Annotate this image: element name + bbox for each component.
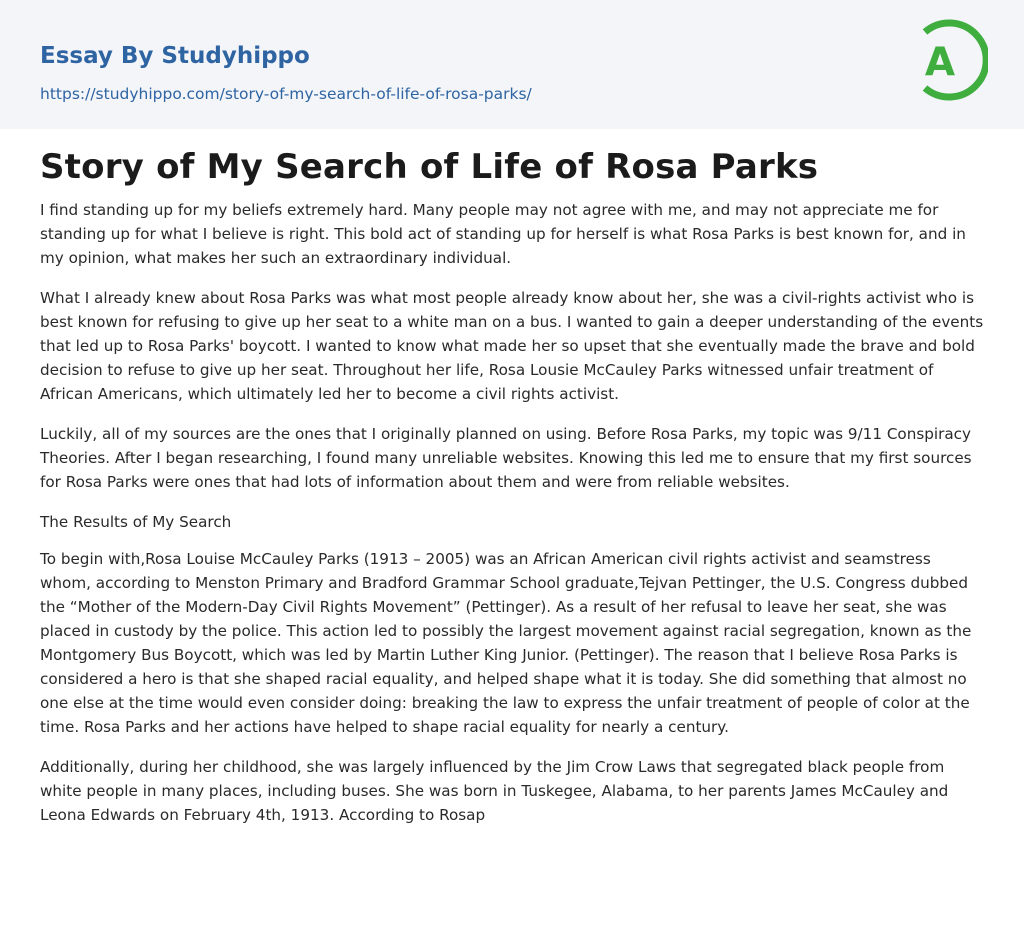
essay-content xyxy=(40,142,984,843)
page-title: Story of My Search of Life of Rosa Parks xyxy=(40,147,819,187)
paragraph: Luckily, all of my sources are the ones that I originally planned on using. Before Rosa Parks, my topic was 9/11 Conspiracy Theories. After I began researching, I found many unreliable websites. Knowing this led me to ensure that my first sources for Rosa Parks were ones that had lots of information about them and were from reliable websites. xyxy=(40,425,972,491)
logo-letter: A xyxy=(924,40,956,85)
paragraph: Additionally, during her childhood, she was largely influenced by the Jim Crow Laws that segregated black people from white people in many places, including buses. She was born in Tuskegee, Alabama, to her parents James McCauley and Leona Edwards on February 4th, 1913. According to Rosap xyxy=(40,758,949,824)
studyhippo-logo-icon[interactable] xyxy=(910,18,988,106)
section-heading: The Results of My Search xyxy=(40,513,232,531)
site-header xyxy=(0,0,1024,129)
essay-url-link[interactable]: https://studyhippo.com/story-of-my-search-of-life-of-rosa-parks/ xyxy=(40,85,532,103)
brand-title: Essay By Studyhippo xyxy=(40,43,310,69)
paragraph: I find standing up for my beliefs extremely hard. Many people may not agree with me, and may not appreciate me for standing up for what I believe is right. This bold act of standing up for herself is what Rosa Parks is best known for, and in my opinion, what makes her such an extraordinary individual. xyxy=(40,201,966,267)
paragraph: To begin with,Rosa Louise McCauley Parks (1913 – 2005) was an African American civil rights activist and seamstress whom, according to Menston Primary and Bradford Grammar School graduate,Tejvan Pettinger, the U.S. Congress dubbed the “Mother of the Modern-Day Civil Rights Movement” (Pettinger). As a result of her refusal to leave her seat, she was placed in custody by the police. This action led to possibly the largest movement against racial segregation, known as the Montgomery Bus Boycott, which was led by Martin Luther King Junior. (Pettinger). The reason that I believe Rosa Parks is considered a hero is that she shaped racial equality, and helped shape what it is today. She did something that almost no one else at the time would even consider doing: breaking the law to express the unfair treatment of people of color at the time. Rosa Parks and her actions have helped to shape racial equality for nearly a century. xyxy=(40,550,972,736)
paragraph: What I already knew about Rosa Parks was what most people already know about her, she was a civil-rights activist who is best known for refusing to give up her seat to a white man on a bus. I wanted to gain a deeper understanding of the events that led up to Rosa Parks' boycott. I wanted to know what made her so upset that she eventually made the brave and bold decision to refuse to give up her seat. Throughout her life, Rosa Lousie McCauley Parks witnessed unfair treatment of African Americans, which ultimately led her to become a civil rights activist. xyxy=(40,289,984,403)
